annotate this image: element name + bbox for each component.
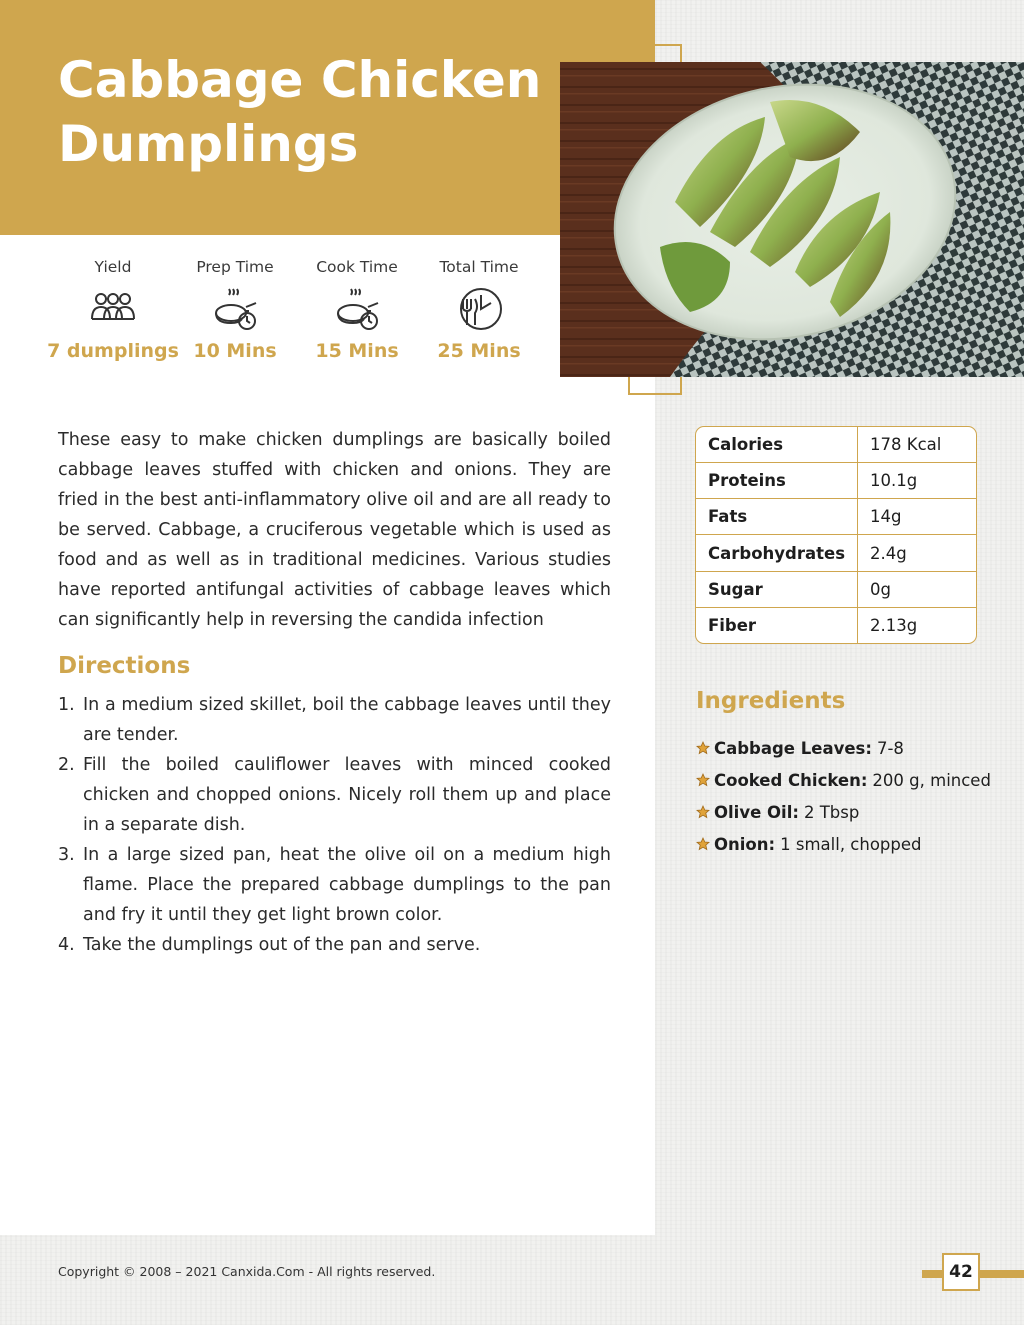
ingredient-name: Cabbage Leaves: — [714, 738, 872, 758]
directions-list — [58, 690, 611, 960]
star-icon — [696, 837, 710, 851]
nutrition-row — [696, 499, 976, 535]
nutrient-name: Proteins — [696, 463, 858, 499]
nutrition-row — [696, 571, 976, 607]
ingredients-list — [696, 732, 991, 860]
nutrient-value: 0g — [858, 571, 976, 607]
step-number: 2. — [58, 755, 75, 775]
nutrition-row — [696, 607, 976, 643]
stat-total-time — [414, 258, 544, 362]
step-number: 4. — [58, 935, 75, 955]
stat-value: 25 Mins — [437, 340, 521, 362]
recipe-intro: These easy to make chicken dumplings are basically boiled cabbage leaves stuffed with chicken and onions. They are fried in the best anti-inflammatory olive oil and are all ready to be served. Cabbage, a cruciferous vegetable which is used as food and as well as in traditional medicines. Various studies have reported antifungal activities of cabbage leaves which can significantly help in reversing the candida infection — [58, 430, 611, 630]
pan-timer-icon — [333, 285, 381, 333]
stat-label: Prep Time — [196, 258, 274, 276]
stat-cook-time — [292, 258, 422, 362]
frame-line-top — [628, 44, 682, 46]
ingredient-amount: 1 small, chopped — [780, 834, 922, 854]
step-text: Take the dumplings out of the pan and serve. — [83, 935, 481, 955]
stat-value: 7 dumplings — [47, 340, 179, 362]
clock-cutlery-icon — [455, 285, 503, 333]
stat-label: Cook Time — [316, 258, 398, 276]
stat-prep-time — [170, 258, 300, 362]
nutrition-row — [696, 535, 976, 571]
ingredient-item — [696, 828, 991, 860]
step-text: In a large sized pan, heat the olive oil on a medium high flame. Place the prepared cabbage dumplings to the pan and fry it until they get light brown color. — [83, 845, 611, 925]
ingredient-amount: 200 g, minced — [872, 770, 991, 790]
stat-yield — [47, 258, 179, 362]
frame-line-top-left — [628, 44, 630, 64]
direction-step — [58, 930, 611, 960]
ingredient-amount: 7-8 — [876, 738, 904, 758]
step-number: 1. — [58, 695, 75, 715]
ingredient-name: Cooked Chicken: — [714, 770, 868, 790]
nutrient-value: 2.4g — [858, 535, 976, 571]
dish-photo — [560, 62, 1024, 377]
footer-background — [0, 1235, 1024, 1325]
frame-line-bottom-left — [628, 375, 630, 395]
nutrient-name: Calories — [696, 427, 858, 463]
frame-line-bottom-right — [680, 375, 682, 395]
stat-value: 15 Mins — [315, 340, 399, 362]
frame-line-top-right — [680, 44, 682, 64]
direction-step — [58, 840, 611, 930]
page-title: Cabbage Chicken Dumplings — [58, 51, 542, 173]
nutrient-value: 178 Kcal — [858, 427, 976, 463]
star-icon — [696, 773, 710, 787]
nutrient-value: 2.13g — [870, 615, 918, 635]
ingredient-name: Onion: — [714, 834, 776, 854]
directions-heading: Directions — [58, 653, 191, 679]
nutrient-name: Fiber — [696, 607, 858, 643]
stat-label: Total Time — [439, 258, 519, 276]
page-number: 42 — [942, 1253, 980, 1291]
direction-step — [58, 750, 611, 840]
step-text: Fill the boiled cauliflower leaves with minced cooked chicken and chopped onions. Nicely roll them up and place in a separate dish. — [83, 755, 611, 835]
step-text: In a medium sized skillet, boil the cabbage leaves until they are tender. — [83, 695, 611, 745]
nutrient-name: Sugar — [696, 571, 858, 607]
star-icon — [696, 741, 710, 755]
nutrient-value: 14g — [858, 499, 976, 535]
people-icon — [89, 285, 137, 333]
dumplings-plate-image — [560, 62, 1024, 377]
stat-value: 10 Mins — [193, 340, 277, 362]
copyright-text: Copyright © 2008 – 2021 Canxida.Com - All rights reserved. — [58, 1264, 436, 1279]
nutrient-value: 10.1g — [858, 463, 976, 499]
ingredient-item — [696, 796, 991, 828]
ingredients-heading: Ingredients — [696, 688, 846, 714]
step-number: 3. — [58, 845, 75, 865]
title-band — [0, 0, 655, 235]
ingredient-item — [696, 764, 991, 796]
ingredient-item — [696, 732, 991, 764]
ingredient-amount: 2 Tbsp — [803, 802, 860, 822]
nutrient-name: Carbohydrates — [696, 535, 858, 571]
nutrient-name: Fats — [696, 499, 858, 535]
star-icon — [696, 805, 710, 819]
ingredient-name: Olive Oil: — [714, 802, 799, 822]
nutrition-table — [695, 426, 977, 644]
direction-step — [58, 690, 611, 750]
pan-timer-icon — [211, 285, 259, 333]
nutrition-row — [696, 427, 976, 463]
frame-line-bottom — [628, 393, 682, 395]
stat-label: Yield — [94, 258, 132, 276]
nutrition-row — [696, 463, 976, 499]
